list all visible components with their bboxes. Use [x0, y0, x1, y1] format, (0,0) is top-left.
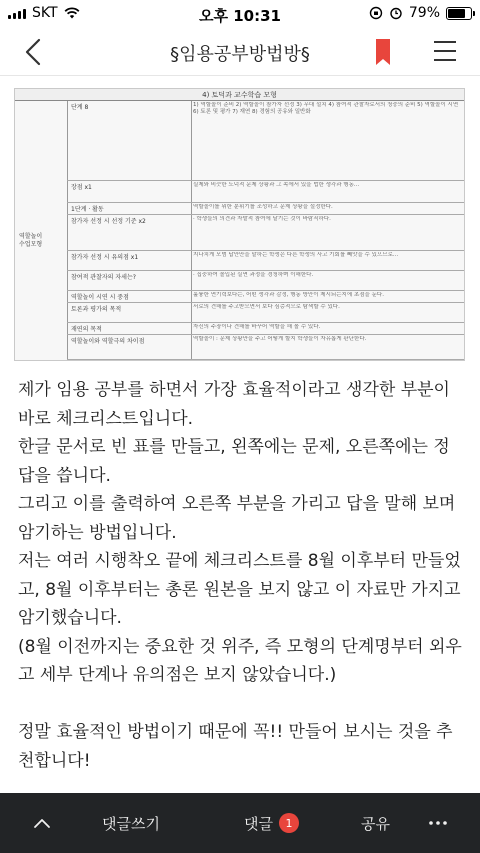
comments-button[interactable] — [244, 793, 299, 853]
table-row — [67, 323, 464, 335]
paragraph: 정말 효율적인 방법이기 때문에 꼭!! 만들어 보시는 것을 추천합니다! — [18, 722, 453, 771]
app-header — [0, 28, 480, 76]
paragraph: 저는 여러 시행착오 끝에 체크리스트를 8월 이후부터 만들었고, 8월 이후부터는 총론 원본을 보지 않고 이 자료만 가지고 암기했습니다. — [18, 551, 461, 628]
status-time: 오후 10:31 — [199, 7, 281, 25]
more-dots-icon — [429, 821, 447, 825]
paragraph: 제가 임용 공부를 하면서 가장 효율적이라고 생각한 부분이 바로 체크리스트입니다. — [18, 380, 450, 429]
table-row — [67, 303, 464, 323]
more-options-button[interactable] — [426, 793, 450, 853]
orientation-lock-icon — [369, 6, 383, 20]
table-row-label: 재연의 목적 — [71, 326, 102, 333]
table-row-text: 지나치게 모범 답안만을 말하는 학생은 다른 학생의 사고 기회를 빼앗을 수 있으므로... — [193, 252, 399, 258]
comments-label: 댓글 — [244, 814, 273, 833]
status-right — [369, 5, 472, 21]
checklist-image — [14, 88, 465, 361]
table-row-label: 참가자 선정 시 유의점 x1 — [71, 254, 139, 261]
hamburger-menu-icon[interactable] — [432, 38, 458, 64]
chevron-up-icon — [33, 817, 51, 829]
status-bar — [0, 0, 480, 28]
paragraph: 한글 문서로 빈 표를 만들고, 왼쪽에는 문제, 오른쪽에는 정답을 씁니다. — [18, 437, 450, 486]
carrier-label: SKT — [32, 5, 58, 21]
table-row — [67, 271, 464, 291]
table-row — [67, 181, 464, 203]
table-row-label: 단계 8 — [71, 104, 89, 111]
battery-percent: 79% — [408, 5, 440, 21]
paragraph: 그리고 이를 출력하여 오른쪽 부분을 가리고 답을 말해 보며 암기하는 방법입니다. — [18, 494, 456, 543]
table-row-text: 역할놀이 : 문제 상황만을 주고 어떻게 할지 학생들이 자유롭게 판단한다. — [193, 336, 367, 342]
scroll-top-button[interactable] — [30, 793, 54, 853]
table-row — [67, 335, 464, 360]
alarm-icon — [389, 6, 403, 20]
battery-fill — [448, 9, 465, 18]
page-title: §임용공부방법방§ — [170, 44, 310, 65]
table-row-text: 서로의 견해를 주고받으면서 보다 심층적으로 탐색할 수 있다. — [193, 304, 340, 310]
bottom-action-bar — [0, 793, 480, 853]
table-row-text: · 집중하여 몰입된 실연 과정을 경청하며 이해한다. — [193, 272, 314, 278]
table-row-label: 역할놀이와 역할극의 차이점 — [71, 338, 145, 345]
paragraph-gap — [18, 690, 466, 719]
table-row-label: 역할놀이 시연 시 중점 — [71, 294, 129, 301]
table-row-text: 1) 역할놀이 준비 2) 역할놀이 참가자 선정 3) 무대 설치 4) 참여적 관찰자로서의 청중의 준비 5) 역할놀이 시연 6) 토론 및 평가 7) 재연 8) 경험의 공유와 일반화 — [193, 102, 459, 115]
table-row-label: 토론과 평가의 목적 — [71, 306, 122, 313]
bookmark-icon[interactable] — [368, 36, 398, 68]
table-row-label: 1단계 · 활동 — [71, 206, 104, 213]
table-row-label: 장점 x1 — [71, 184, 92, 191]
comment-count-badge: 1 — [279, 813, 299, 833]
table-row-text: 실제와 비슷한 도덕적 문제 상황과 그 속에서 있을 법한 생각과 행동... — [193, 182, 360, 188]
table-row-text: 자신의 주장이나 견해를 바꾸어 역할을 해 볼 수 있다. — [193, 324, 321, 330]
write-comment-button[interactable]: 댓글쓰기 — [102, 814, 160, 833]
table-row-text: 역할놀이를 위한 분위기를 조성하고 문제 상황을 설정한다. — [193, 204, 333, 210]
checklist-table — [15, 101, 464, 360]
table-row — [67, 291, 464, 303]
table-row — [67, 101, 464, 181]
table-row-text: · 학생들의 의견과 자발적 참여에 달기는 것이 바람직하다. — [193, 216, 331, 222]
table-row-text: 훌륭한 연기력보다는, 어떤 생각과 감정, 행동 방안이 제시되는지에 초점을 둔다. — [193, 292, 384, 298]
table-row-label: 참가자 선정 시 선정 기준 x2 — [71, 218, 146, 225]
share-button[interactable]: 공유 — [361, 814, 390, 833]
table-row — [67, 251, 464, 271]
checklist-side-label: 역할놀이 수업모형 — [19, 233, 43, 248]
paragraph: (8월 이전까지는 중요한 것 위주, 즉 모형의 단계명부터 외우고 세부 단계나 유의점은 보지 않았습니다.) — [18, 636, 462, 685]
checklist-image-title: 4) 토덕과 교수학습 모형 — [15, 89, 464, 101]
table-row — [67, 203, 464, 215]
post-body — [18, 376, 466, 775]
table-row — [67, 215, 464, 251]
battery-icon — [446, 7, 472, 20]
table-row-label: 참여적 관찰자의 자세는? — [71, 274, 136, 281]
